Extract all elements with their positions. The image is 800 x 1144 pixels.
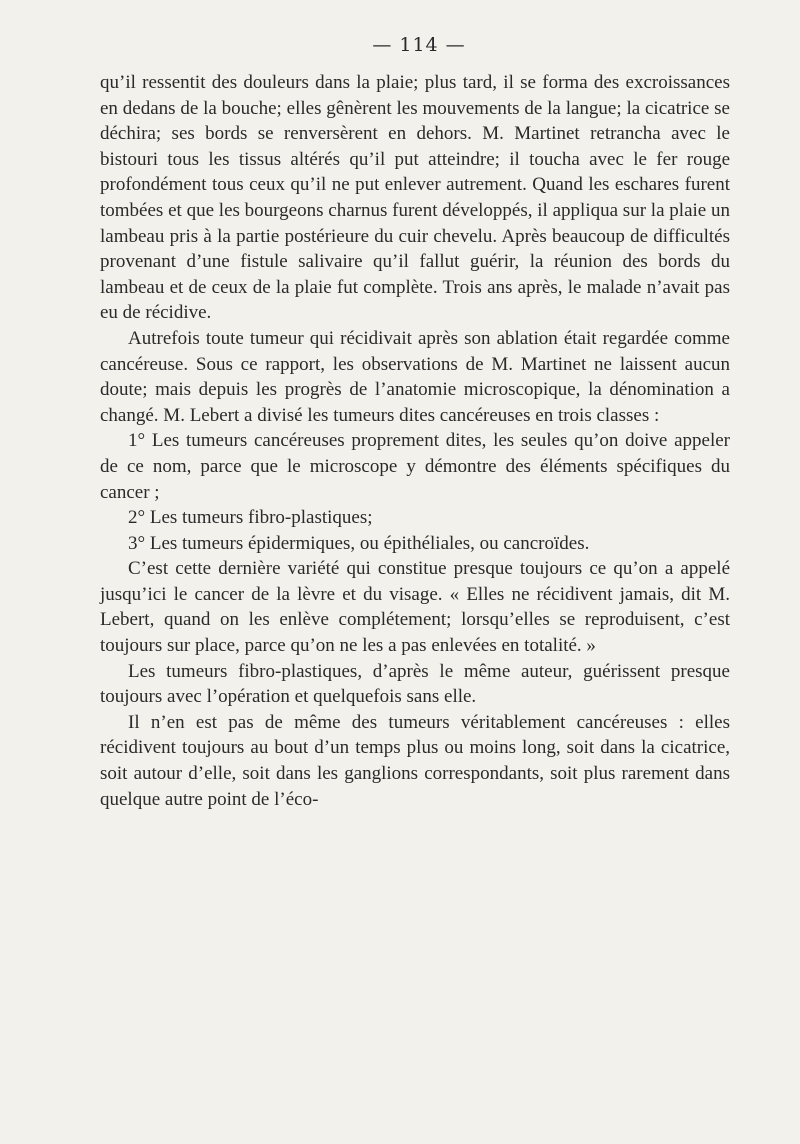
page-number: — 114 — (372, 34, 466, 56)
body-text (100, 70, 730, 812)
paragraph: qu’il ressentit des douleurs dans la plaie; plus tard, il se forma des excroissances en dedans de la bouche; elles gênèrent les mouvements de la langue; la cicatrice se déchira; ses bords se renversèrent en dehors. M. Martinet retrancha avec le bistouri tous les tissus altérés qu’il put atteindre; il toucha avec le fer rouge profondément tous ceux qu’il ne put enlever autrement. Quand les eschares furent tombées et que les bourgeons charnus furent développés, il appliqua sur la plaie un lambeau pris à la partie postérieure du cuir chevelu. Après beaucoup de difficultés provenant d’une fistule salivaire qu’il fallut guérir, la réunion des bords du lambeau et de ceux de la plaie fut complète. Trois ans après, le malade n’avait pas eu de récidive. (100, 72, 730, 324)
paragraph: Il n’en est pas de même des tumeurs véritablement cancéreuses : elles récidivent toujours au bout d’un temps plus ou moins long, soit dans la cicatrice, soit autour d’elle, soit dans les ganglions correspondants, soit plus rarement dans quelque autre point de l’éco- (100, 711, 730, 810)
paragraph: C’est cette dernière variété qui constitue presque toujours ce qu’on a appelé jusqu’ici le cancer de la lèvre et du visage. « Elles ne récidivent jamais, dit M. Lebert, quand on les enlève complétement; lorsqu’elles se reproduisent, c’est toujours sur place, parce qu’on ne les a pas enlevées en totalité. » (100, 558, 730, 657)
paragraph: Autrefois toute tumeur qui récidivait après son ablation était regardée comme cancéreuse. Sous ce rapport, les observations de M. Martinet ne laissent aucun doute; mais depuis les progrès de l’anatomie microscopique, la dénomination a changé. M. Lebert a divisé les tumeurs dites cancéreuses en trois classes : (100, 327, 730, 426)
list-item: 3° Les tumeurs épidermiques, ou épithéliales, ou cancroïdes. (128, 532, 590, 554)
paragraph: Les tumeurs fibro-plastiques, d’après le même auteur, guérissent presque toujours avec l’opération et quelquefois sans elle. (100, 660, 730, 708)
list-item: 2° Les tumeurs fibro-plastiques; (128, 507, 373, 529)
list-item: 1° Les tumeurs cancéreuses proprement dites, les seules qu’on doive appeler de ce nom, parce que le microscope y démontre des éléments spécifiques du cancer ; (100, 430, 730, 503)
